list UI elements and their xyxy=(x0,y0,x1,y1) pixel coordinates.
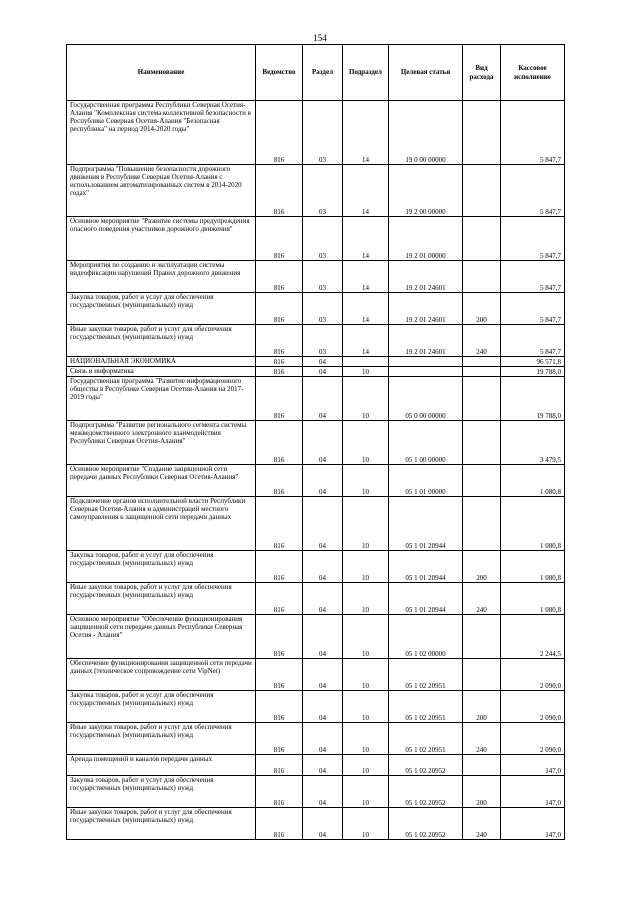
row-amount: 2 244,5 xyxy=(501,615,565,659)
row-name: Иные закупки товаров, работ и услуг для обеспечения государственных (муниципальных) нужд xyxy=(67,583,256,615)
row-section: 03 xyxy=(303,293,343,325)
row-section: 04 xyxy=(303,551,343,583)
row-article: 05 1 01 20944 xyxy=(389,551,463,583)
row-expense-type xyxy=(463,497,501,551)
header-expense-type: Вид расхода xyxy=(463,45,501,101)
row-subsection: 10 xyxy=(343,755,389,776)
row-subsection xyxy=(343,357,389,367)
row-name: Мероприятия по созданию и эксплуатации системы видеофиксации нарушений Правил дорожного движения xyxy=(67,261,256,293)
row-dept: 816 xyxy=(256,293,303,325)
row-amount: 19 788,0 xyxy=(501,367,565,377)
row-subsection: 14 xyxy=(343,217,389,261)
row-dept: 816 xyxy=(256,497,303,551)
row-name: Основное мероприятие "Создание защищенной сети передачи данных Республики Северная Осетия-Алания" xyxy=(67,465,256,497)
row-expense-type: 240 xyxy=(463,723,501,755)
row-article: 19 2 01 00000 xyxy=(389,217,463,261)
row-amount: 3 479,5 xyxy=(501,421,565,465)
row-name: Государственная программа "Развитие информационного общества в Республике Северная Осетия-Алания на 2017-2019 годы" xyxy=(67,377,256,421)
row-amount: 147,0 xyxy=(501,808,565,840)
row-expense-type xyxy=(463,357,501,367)
row-subsection: 10 xyxy=(343,808,389,840)
row-name: Связь и информатика xyxy=(67,367,256,377)
table-row xyxy=(67,583,565,615)
table-row xyxy=(67,755,565,776)
row-expense-type: 240 xyxy=(463,583,501,615)
row-name: Подпрограмма "Повышение безопасности дорожного движения в Республике Северная Осетия-Алания с использованием автоматизированных систем в 2014-2020 годах" xyxy=(67,165,256,217)
row-name: Закупка товаров, работ и услуг для обеспечения государственных (муниципальных) нужд xyxy=(67,551,256,583)
row-dept: 816 xyxy=(256,421,303,465)
row-dept: 816 xyxy=(256,367,303,377)
row-dept: 816 xyxy=(256,377,303,421)
row-expense-type: 200 xyxy=(463,691,501,723)
row-article: 05 1 01 00000 xyxy=(389,465,463,497)
row-name: Закупка товаров, работ и услуг для обеспечения государственных (муниципальных) нужд xyxy=(67,293,256,325)
row-subsection: 10 xyxy=(343,421,389,465)
row-section: 03 xyxy=(303,261,343,293)
row-name: Государственная программа Республики Северная Осетия-Алания "Комплексная система коллективной безопасности в Республике Северная Осетия-Алания "Безопасная республика" на период 2014-2020 годы" xyxy=(67,101,256,165)
row-name: Иные закупки товаров, работ и услуг для обеспечения государственных (муниципальных) нужд xyxy=(67,723,256,755)
row-amount: 1 080,8 xyxy=(501,497,565,551)
row-expense-type xyxy=(463,261,501,293)
row-expense-type: 200 xyxy=(463,293,501,325)
row-section: 04 xyxy=(303,755,343,776)
row-subsection: 10 xyxy=(343,497,389,551)
row-dept: 816 xyxy=(256,691,303,723)
row-expense-type: 200 xyxy=(463,551,501,583)
row-section: 04 xyxy=(303,808,343,840)
table-row xyxy=(67,357,565,367)
row-article: 05 1 02 20951 xyxy=(389,723,463,755)
row-dept: 816 xyxy=(256,551,303,583)
row-amount: 96 571,8 xyxy=(501,357,565,367)
row-article: 19 2 01 24601 xyxy=(389,325,463,357)
row-dept: 816 xyxy=(256,165,303,217)
header-section: Раздел xyxy=(303,45,343,101)
row-section: 04 xyxy=(303,357,343,367)
row-article: 05 1 02 20952 xyxy=(389,808,463,840)
row-dept: 816 xyxy=(256,465,303,497)
row-amount: 1 080,8 xyxy=(501,551,565,583)
table-row xyxy=(67,691,565,723)
row-expense-type xyxy=(463,217,501,261)
row-subsection: 10 xyxy=(343,551,389,583)
row-dept: 816 xyxy=(256,101,303,165)
row-expense-type: 240 xyxy=(463,325,501,357)
header-name: Наименование xyxy=(67,45,256,101)
table-header-row xyxy=(67,45,565,101)
row-expense-type xyxy=(463,367,501,377)
row-amount: 2 090,0 xyxy=(501,659,565,691)
row-expense-type xyxy=(463,755,501,776)
table-row xyxy=(67,261,565,293)
table-row xyxy=(67,165,565,217)
row-name: НАЦИОНАЛЬНАЯ ЭКОНОМИКА xyxy=(67,357,256,367)
row-article: 19 0 00 00000 xyxy=(389,101,463,165)
row-subsection: 10 xyxy=(343,583,389,615)
row-expense-type xyxy=(463,615,501,659)
row-amount: 5 847,7 xyxy=(501,325,565,357)
row-name: Основное мероприятие "Обеспечение функционирования защищенной сети передачи данных Республики Северная Осетия - Алания" xyxy=(67,615,256,659)
row-section: 03 xyxy=(303,325,343,357)
row-expense-type xyxy=(463,465,501,497)
row-name: Подпрограмма "Развитие регионального сегмента системы межведомственного электронного взаимодействия Республики Северная Осетия-Алания" xyxy=(67,421,256,465)
row-section: 03 xyxy=(303,217,343,261)
budget-execution-table xyxy=(66,44,565,840)
row-subsection: 10 xyxy=(343,659,389,691)
table-row xyxy=(67,217,565,261)
row-subsection: 10 xyxy=(343,723,389,755)
row-section: 04 xyxy=(303,465,343,497)
row-amount: 1 080,8 xyxy=(501,583,565,615)
row-subsection: 10 xyxy=(343,615,389,659)
row-section: 04 xyxy=(303,615,343,659)
row-name: Основное мероприятие "Развитие системы предупреждения опасного поведения участников дорожного движения" xyxy=(67,217,256,261)
row-section: 04 xyxy=(303,776,343,808)
row-subsection: 10 xyxy=(343,465,389,497)
row-subsection: 14 xyxy=(343,325,389,357)
table-row xyxy=(67,551,565,583)
table-row xyxy=(67,615,565,659)
page-number: 154 xyxy=(313,33,327,43)
row-dept: 816 xyxy=(256,659,303,691)
table-row xyxy=(67,293,565,325)
row-dept: 816 xyxy=(256,357,303,367)
row-subsection: 10 xyxy=(343,367,389,377)
row-amount: 5 847,7 xyxy=(501,165,565,217)
table-row xyxy=(67,465,565,497)
row-name: Иные закупки товаров, работ и услуг для обеспечения государственных (муниципальных) нужд xyxy=(67,325,256,357)
row-name: Закупка товаров, работ и услуг для обеспечения государственных (муниципальных) нужд xyxy=(67,691,256,723)
row-dept: 816 xyxy=(256,776,303,808)
row-subsection: 10 xyxy=(343,691,389,723)
row-article: 05 1 02 00000 xyxy=(389,615,463,659)
header-dept: Ведомство xyxy=(256,45,303,101)
row-name: Подключение органов исполнительной власти Республики Северная Осетия-Алания и администраций местного самоуправления к защищенной сети передачи данных xyxy=(67,497,256,551)
row-expense-type xyxy=(463,659,501,691)
row-section: 04 xyxy=(303,377,343,421)
row-subsection: 14 xyxy=(343,261,389,293)
row-dept: 816 xyxy=(256,261,303,293)
table-row xyxy=(67,325,565,357)
row-article: 05 1 02 20951 xyxy=(389,691,463,723)
row-article: 05 1 02 20952 xyxy=(389,776,463,808)
row-amount: 5 847,7 xyxy=(501,101,565,165)
table-row xyxy=(67,367,565,377)
header-subsection: Подраздел xyxy=(343,45,389,101)
row-article: 19 2 01 24601 xyxy=(389,261,463,293)
row-amount: 147,0 xyxy=(501,755,565,776)
row-section: 04 xyxy=(303,691,343,723)
row-section: 04 xyxy=(303,421,343,465)
row-article: 05 1 00 00000 xyxy=(389,421,463,465)
row-article: 05 1 02 20952 xyxy=(389,755,463,776)
row-expense-type xyxy=(463,421,501,465)
row-dept: 816 xyxy=(256,723,303,755)
row-amount: 147,0 xyxy=(501,776,565,808)
row-name: Закупка товаров, работ и услуг для обеспечения государственных (муниципальных) нужд xyxy=(67,776,256,808)
row-section: 03 xyxy=(303,101,343,165)
table-row xyxy=(67,723,565,755)
table-row xyxy=(67,497,565,551)
row-expense-type xyxy=(463,101,501,165)
row-amount: 5 847,7 xyxy=(501,293,565,325)
row-article: 19 2 00 00000 xyxy=(389,165,463,217)
row-subsection: 14 xyxy=(343,293,389,325)
row-dept: 816 xyxy=(256,808,303,840)
row-expense-type: 200 xyxy=(463,776,501,808)
table-row xyxy=(67,101,565,165)
row-name: Иные закупки товаров, работ и услуг для обеспечения государственных (муниципальных) нужд xyxy=(67,808,256,840)
row-dept: 816 xyxy=(256,583,303,615)
row-dept: 816 xyxy=(256,615,303,659)
row-article: 05 1 02 20951 xyxy=(389,659,463,691)
row-article: 05 1 01 20944 xyxy=(389,583,463,615)
row-article xyxy=(389,357,463,367)
row-section: 04 xyxy=(303,659,343,691)
row-dept: 816 xyxy=(256,217,303,261)
row-section: 03 xyxy=(303,165,343,217)
row-subsection: 10 xyxy=(343,776,389,808)
row-section: 04 xyxy=(303,367,343,377)
table-row xyxy=(67,421,565,465)
row-article xyxy=(389,367,463,377)
row-amount: 2 090,0 xyxy=(501,723,565,755)
header-article: Целевая статья xyxy=(389,45,463,101)
row-name: Обеспечение функционирования защищенной сети передачи данных (техническое сопровождение сети VipNet) xyxy=(67,659,256,691)
row-article: 05 1 01 20944 xyxy=(389,497,463,551)
row-subsection: 10 xyxy=(343,377,389,421)
row-dept: 816 xyxy=(256,325,303,357)
table-row xyxy=(67,659,565,691)
row-article: 19 2 01 24601 xyxy=(389,293,463,325)
table-row xyxy=(67,776,565,808)
row-amount: 5 847,7 xyxy=(501,261,565,293)
row-subsection: 14 xyxy=(343,165,389,217)
row-amount: 5 847,7 xyxy=(501,217,565,261)
header-amount: Кассовое исполнение xyxy=(501,45,565,101)
row-section: 04 xyxy=(303,723,343,755)
row-amount: 1 080,8 xyxy=(501,465,565,497)
row-section: 04 xyxy=(303,583,343,615)
row-expense-type xyxy=(463,377,501,421)
row-name: Аренда помещений и каналов передачи данных xyxy=(67,755,256,776)
table-row xyxy=(67,377,565,421)
row-expense-type xyxy=(463,165,501,217)
row-article: 05 0 00 00000 xyxy=(389,377,463,421)
table-row xyxy=(67,808,565,840)
row-subsection: 14 xyxy=(343,101,389,165)
row-amount: 2 090,0 xyxy=(501,691,565,723)
row-dept: 816 xyxy=(256,755,303,776)
row-amount: 19 788,0 xyxy=(501,377,565,421)
row-expense-type: 240 xyxy=(463,808,501,840)
row-section: 04 xyxy=(303,497,343,551)
